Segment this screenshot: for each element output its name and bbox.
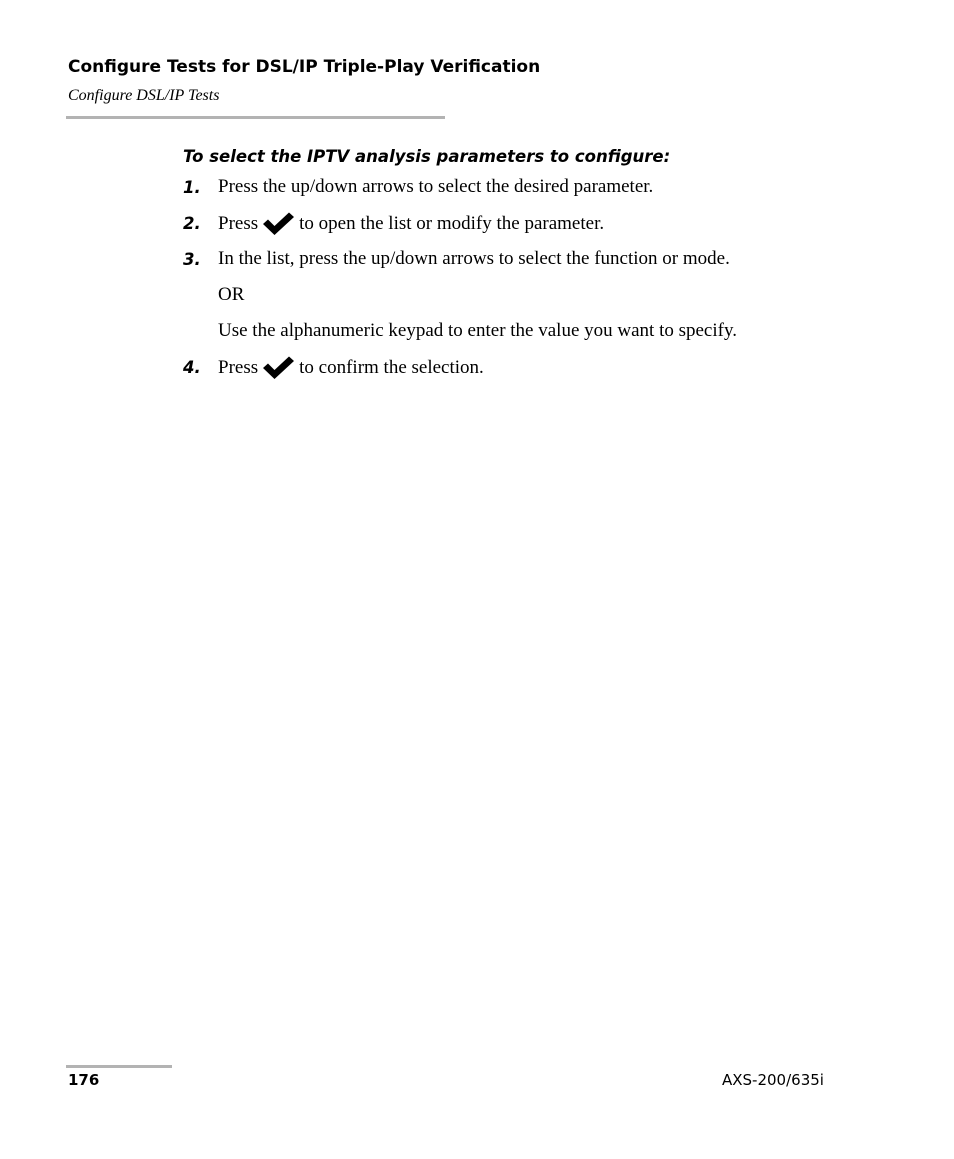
step-text: In the list, press the up/down arrows to select the function or mode. [218,248,730,269]
page-number: 176 [68,1071,100,1089]
alternative-text: Use the alphanumeric keypad to enter the value you want to specify. [218,320,737,341]
step-number: 4. [183,358,201,377]
or-label: OR [218,284,245,305]
step-text [218,356,484,380]
checkmark-icon [262,212,295,236]
header-divider [66,116,445,119]
footer-divider [66,1065,172,1068]
checkmark-icon [262,356,295,380]
step-text: Press the up/down arrows to select the desired parameter. [218,176,654,197]
step-number: 1. [183,178,201,197]
page-header-title: Configure Tests for DSL/IP Triple-Play Verification [68,57,541,77]
step-number: 3. [183,250,201,269]
step-number: 2. [183,214,201,233]
step-text-before: Press [218,357,259,378]
step-text-before: Press [218,213,259,234]
step-text-after: to open the list or modify the parameter. [299,213,605,234]
step-text [218,212,604,236]
step-text-after: to confirm the selection. [299,357,484,378]
product-name: AXS-200/635i [722,1071,824,1089]
procedure-heading: To select the IPTV analysis parameters to configure: [183,147,671,166]
page-header-subtitle: Configure DSL/IP Tests [68,87,220,104]
